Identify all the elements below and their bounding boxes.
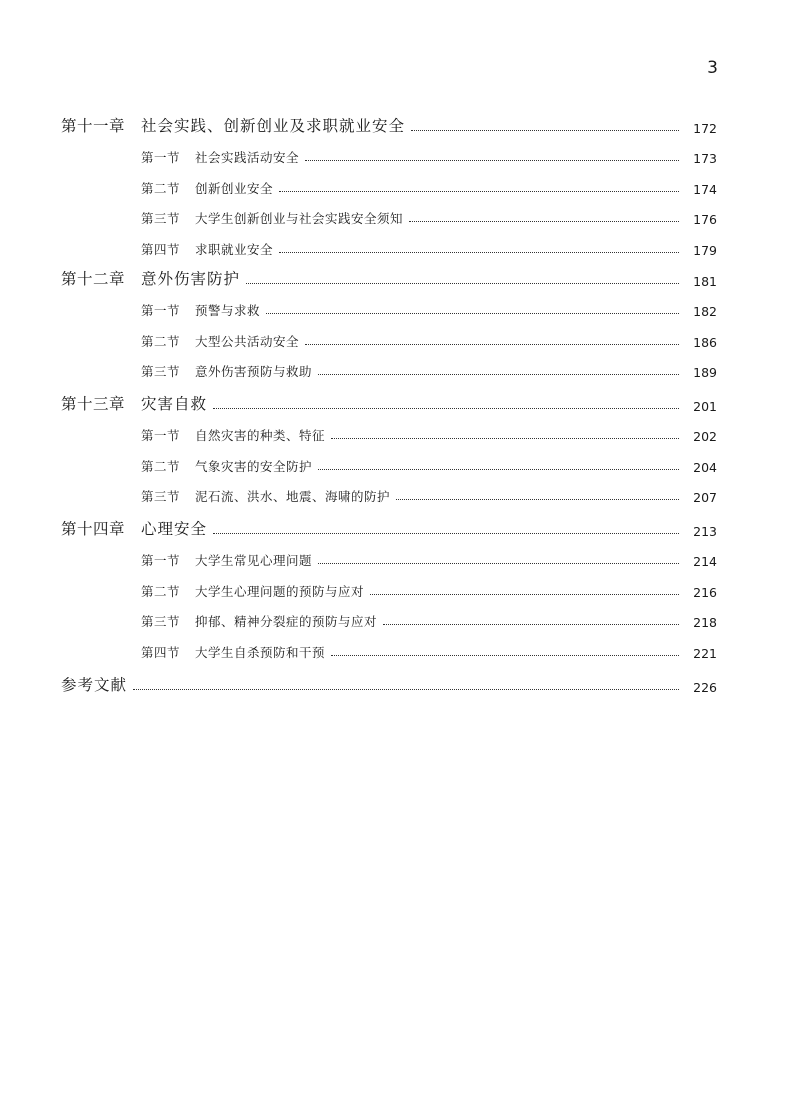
- section-title: 大学生自杀预防和干预: [195, 645, 326, 660]
- page-ref: 173: [693, 151, 717, 166]
- dot-leader: [305, 160, 679, 161]
- dot-leader: [383, 624, 679, 625]
- section-title: 创新创业安全: [195, 181, 274, 196]
- section-title: 抑郁、精神分裂症的预防与应对: [195, 614, 378, 629]
- section-title: 泥石流、洪水、地震、海啸的防护: [195, 489, 391, 504]
- toc-chapter-entry[interactable]: [0, 394, 790, 414]
- toc-section-entry[interactable]: [0, 643, 790, 661]
- dot-leader: [213, 408, 679, 409]
- dot-leader: [213, 533, 679, 534]
- toc-section-entry[interactable]: [0, 612, 790, 630]
- chapter-label: 第十二章: [61, 270, 126, 288]
- page-ref: 176: [693, 212, 717, 227]
- dot-leader: [318, 469, 679, 470]
- toc-section-entry[interactable]: [0, 426, 790, 444]
- section-title: 气象灾害的安全防护: [195, 459, 313, 474]
- toc-section-entry[interactable]: [0, 457, 790, 475]
- section-label: 第二节: [141, 459, 181, 474]
- page-ref: 214: [693, 554, 717, 569]
- section-title: 自然灾害的种类、特征: [195, 428, 326, 443]
- dot-leader: [318, 374, 679, 375]
- page-number: 3: [707, 58, 718, 78]
- section-title: 意外伤害预防与救助: [195, 364, 313, 379]
- section-label: 第二节: [141, 584, 181, 599]
- toc-section-entry[interactable]: [0, 582, 790, 600]
- dot-leader: [279, 191, 679, 192]
- dot-leader: [331, 655, 679, 656]
- toc-chapter-entry[interactable]: [0, 519, 790, 539]
- page-ref: 189: [693, 365, 717, 380]
- page-ref: 174: [693, 182, 717, 197]
- chapter-title: 灾害自救: [141, 395, 208, 413]
- page-ref: 213: [693, 524, 717, 539]
- section-title: 求职就业安全: [195, 242, 274, 257]
- toc-references-entry[interactable]: [0, 675, 790, 695]
- toc-chapter-entry[interactable]: [0, 269, 790, 289]
- section-label: 第三节: [141, 211, 181, 226]
- page-ref: 172: [693, 121, 717, 136]
- toc-section-entry[interactable]: [0, 362, 790, 380]
- dot-leader: [370, 594, 679, 595]
- page-ref: 221: [693, 646, 717, 661]
- page-ref: 218: [693, 615, 717, 630]
- section-label: 第二节: [141, 181, 181, 196]
- page-ref: 216: [693, 585, 717, 600]
- dot-leader: [396, 499, 679, 500]
- chapter-title: 心理安全: [141, 520, 208, 538]
- page-ref: 226: [693, 680, 717, 695]
- dot-leader: [279, 252, 679, 253]
- section-title: 预警与求救: [195, 303, 261, 318]
- page-ref: 181: [693, 274, 717, 289]
- toc-section-entry[interactable]: [0, 209, 790, 227]
- section-title: 大学生心理问题的预防与应对: [195, 584, 365, 599]
- section-label: 第一节: [141, 428, 181, 443]
- section-label: 第四节: [141, 242, 181, 257]
- section-label: 第三节: [141, 364, 181, 379]
- section-label: 第三节: [141, 489, 181, 504]
- page-ref: 201: [693, 399, 717, 414]
- section-label: 第一节: [141, 150, 181, 165]
- toc-section-entry[interactable]: [0, 179, 790, 197]
- chapter-title: 意外伤害防护: [141, 270, 241, 288]
- section-title: 大型公共活动安全: [195, 334, 300, 349]
- page-ref: 204: [693, 460, 717, 475]
- dot-leader: [133, 689, 679, 690]
- dot-leader: [331, 438, 679, 439]
- section-label: 第二节: [141, 334, 181, 349]
- toc-section-entry[interactable]: [0, 332, 790, 350]
- section-label: 第一节: [141, 553, 181, 568]
- section-title: 大学生常见心理问题: [195, 553, 313, 568]
- chapter-title: 参考文献: [61, 676, 128, 694]
- dot-leader: [318, 563, 679, 564]
- chapter-label: 第十一章: [61, 117, 126, 135]
- page-ref: 182: [693, 304, 717, 319]
- toc-section-entry[interactable]: [0, 301, 790, 319]
- section-title: 大学生创新创业与社会实践安全须知: [195, 211, 404, 226]
- toc-section-entry[interactable]: [0, 148, 790, 166]
- page-ref: 179: [693, 243, 717, 258]
- chapter-title: 社会实践、创新创业及求职就业安全: [141, 117, 406, 135]
- dot-leader: [266, 313, 679, 314]
- section-label: 第三节: [141, 614, 181, 629]
- toc-chapter-entry[interactable]: [0, 116, 790, 136]
- toc-section-entry[interactable]: [0, 240, 790, 258]
- toc-section-entry[interactable]: [0, 551, 790, 569]
- section-label: 第一节: [141, 303, 181, 318]
- toc-section-entry[interactable]: [0, 487, 790, 505]
- section-title: 社会实践活动安全: [195, 150, 300, 165]
- page-ref: 207: [693, 490, 717, 505]
- dot-leader: [305, 344, 679, 345]
- dot-leader: [246, 283, 679, 284]
- page-ref: 186: [693, 335, 717, 350]
- page-ref: 202: [693, 429, 717, 444]
- chapter-label: 第十四章: [61, 520, 126, 538]
- section-label: 第四节: [141, 645, 181, 660]
- dot-leader: [409, 221, 679, 222]
- dot-leader: [411, 130, 679, 131]
- chapter-label: 第十三章: [61, 395, 126, 413]
